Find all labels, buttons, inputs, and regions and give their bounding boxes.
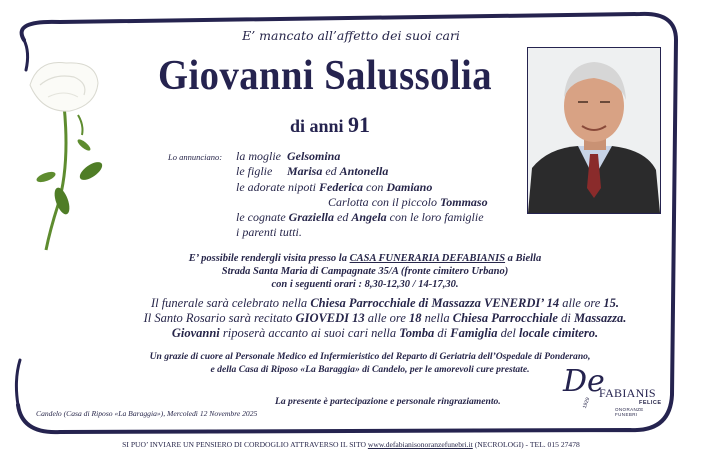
funeral-home-name: CASA FUNERARIA DEFABIANIS [349,253,506,264]
portrait-photo [527,47,661,214]
footer [0,440,702,449]
family-row-relatives: i parenti tutti. [236,225,302,240]
thanks-line-2: e della Casa di Riposo «La Baraggia» di Candelo, per le amorevoli cure prestate. [210,364,530,375]
logo-year: 1929 [581,396,592,410]
logo-subtitle: ONORANZE FUNEBRI [615,407,644,417]
funeral-line-3: Giovanni riposerà accanto ai suoi cari nella Tomba di Famiglia del locale cimitero. [171,326,599,340]
visit-line-3: con i seguenti orari : 8,30-12,30 / 14-17,30. [271,279,459,290]
age-prefix: di anni [289,116,344,136]
defabianis-logo [563,362,663,422]
family-list [236,149,506,241]
intro-text: E’ mancato all’affetto dei suoi cari [242,28,460,43]
funeral-info [100,296,670,341]
funeral-line-2: Il Santo Rosario sarà recitato GIOVEDI 13 alle ore 18 nella Chiesa Parrocchiale di Massazza. [143,311,627,325]
family-row-grandchildren: le adorate nipoti Federica con Damiano [236,179,433,194]
family-row-sisters-in-law: le cognate Graziella ed Angela con le loro famiglie [236,210,484,225]
footer-site-link[interactable]: www.defabianisonoranzefunebri.it [367,440,473,449]
family-row-greatgrandchild: Carlotta con il piccolo Tommaso [328,194,488,209]
white-rose-illustration [18,55,108,255]
visit-info [150,252,580,291]
visit-line-1: E’ possibile rendergli visita presso la CASA FUNERARIA DEFABIANIS a Biella [188,253,542,264]
place-date: Candelo (Casa di Riposo «La Baraggia»), Mercoledì 12 Novembre 2025 [36,409,258,418]
footer-suffix: (NECROLOGI) - TEL. 015 27478 [474,440,580,449]
footer-text: SI PUO’ INVIARE UN PENSIERO DI CORDOGLIO ATTRAVERSO IL SITO [122,440,366,449]
age-line [280,112,380,138]
deceased-name: Giovanni Salussolia [157,53,493,99]
funeral-line-1: Il funerale sarà celebrato nella Chiesa Parrocchiale di Massazza VENERDI’ 14 alle ore 15. [150,296,620,310]
family-row-daughters: le figlie Marisa ed Antonella [236,164,389,179]
announce-label: Lo annunciano: [168,152,223,162]
logo-felice: FELICE [639,400,662,406]
thanks-text [120,350,620,376]
logo-brand: FABIANIS [599,386,656,400]
thanks-line-1: Un grazie di cuore al Personale Medico ed Infermieristico del Reparto di Geriatria dell’Ospedale di Ponderano, [149,351,591,362]
visit-line-2: Strada Santa Maria di Campagnate 35/A (fronte cimitero Urbano) [221,266,509,277]
logo-script-mark: De [563,364,605,399]
family-row-wife: la moglie Gelsomina [236,149,341,163]
closing-text: La presente è partecipazione e personale ringraziamento. [275,396,501,407]
age-value: 91 [348,112,371,137]
